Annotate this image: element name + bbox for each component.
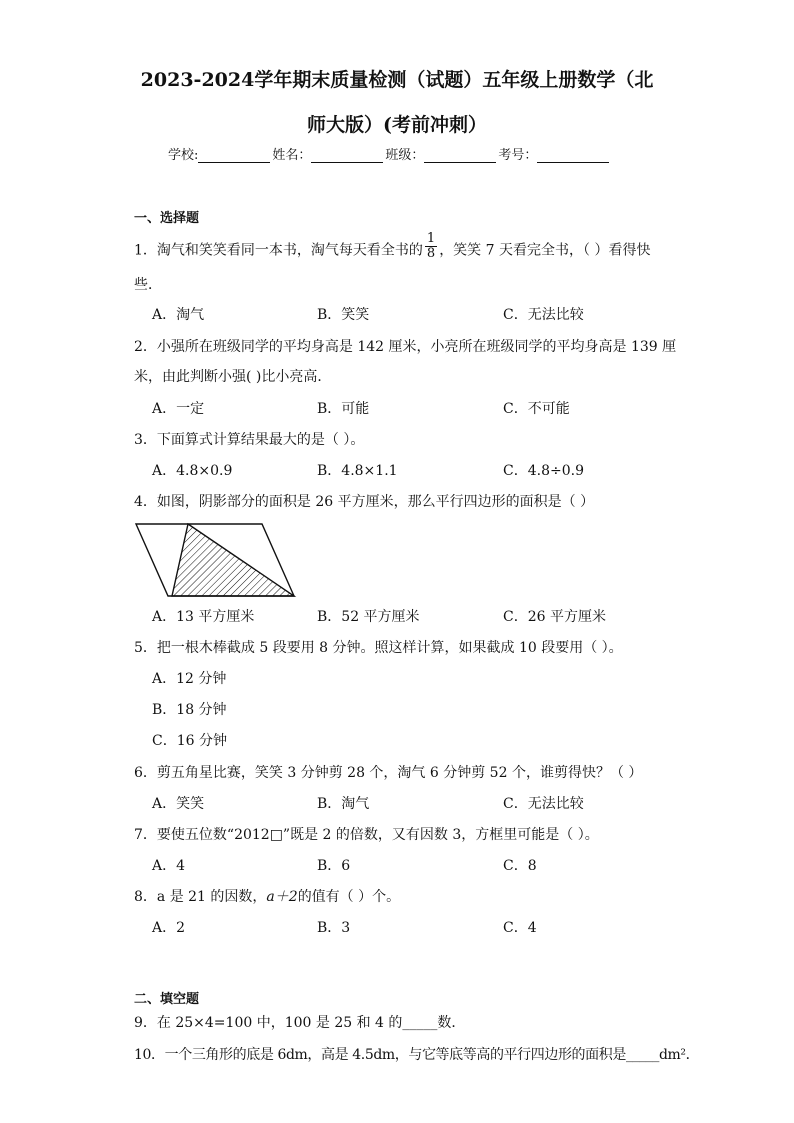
page-title-line-2: 师大版）(考前冲刺） (307, 114, 487, 136)
question-5-line-1: 5．把一根木棒截成 5 段要用 8 分钟。照这样计算，如果截成 10 段要用（ ）。 (134, 640, 623, 656)
question-8-line-1 (134, 887, 400, 907)
question-2-line-1: 2．小强所在班级同学的平均身高是 142 厘米，小亮所在班级同学的平均身高是 139 厘 (134, 339, 677, 355)
question-1-option-c[interactable]: C．无法比较 (503, 307, 584, 323)
question-4-option-c[interactable]: C．26 平方厘米 (503, 609, 606, 625)
question-1-option-a[interactable]: A．淘气 (152, 307, 205, 323)
question-8-option-b[interactable]: B．3 (317, 920, 351, 936)
question-8-text-b: 的值有（ ）个。 (297, 889, 401, 905)
fraction-denominator: 8 (426, 246, 436, 261)
question-1-option-b[interactable]: B．笑笑 (317, 307, 370, 323)
question-6-option-b[interactable]: B．淘气 (317, 796, 370, 812)
question-4-option-b[interactable]: B．52 平方厘米 (317, 609, 420, 625)
name-field[interactable] (272, 144, 385, 163)
fraction-numerator: 1 (426, 231, 436, 246)
number-field[interactable] (498, 144, 611, 163)
class-blank[interactable] (424, 147, 496, 163)
school-field[interactable] (168, 144, 272, 163)
question-1-line-2: 些． (134, 277, 162, 293)
question-5-option-a[interactable]: A．12 分钟 (152, 671, 227, 687)
question-7-option-a[interactable]: A．4 (152, 858, 186, 874)
name-blank[interactable] (311, 147, 383, 163)
question-3-option-a[interactable]: A．4.8×0.9 (152, 463, 233, 479)
question-8-expression: a＋2 (266, 889, 298, 905)
question-2-option-b[interactable]: B．可能 (317, 401, 370, 417)
question-1-line-1 (134, 231, 651, 265)
name-label: 姓名： (272, 148, 312, 163)
number-label: 考号： (498, 148, 538, 163)
section-heading-choice: 一、选择题 (134, 211, 200, 226)
class-label: 班级： (385, 148, 425, 163)
question-1-text-b: ，笑笑 7 天看完全书，（ ）看得快 (439, 242, 651, 259)
question-7-option-b[interactable]: B．6 (317, 858, 351, 874)
shaded-triangle (172, 524, 294, 596)
question-3-line-1: 3．下面算式计算结果最大的是（ ）。 (134, 432, 365, 448)
question-7-option-c[interactable]: C．8 (503, 858, 537, 874)
question-6-option-c[interactable]: C．无法比较 (503, 796, 584, 812)
page-title-line-1: 2023-2024学年期末质量检测（试题）五年级上册数学（北 (140, 69, 654, 91)
question-4-option-a[interactable]: A．13 平方厘米 (152, 609, 255, 625)
question-10-line-1: 10．一个三角形的底是 6dm，高是 4.5dm，与它等底等高的平行四边形的面积是_____dm²． (134, 1047, 700, 1063)
question-3-option-c[interactable]: C．4.8÷0.9 (503, 463, 584, 479)
school-blank[interactable] (198, 147, 270, 163)
question-2-option-a[interactable]: A．一定 (152, 401, 205, 417)
question-2-option-c[interactable]: C．不可能 (503, 401, 570, 417)
question-8-text-a: 8．a 是 21 的因数， (134, 889, 267, 905)
question-6-line-1: 6．剪五角星比赛，笑笑 3 分钟剪 28 个，淘气 6 分钟剪 52 个，谁剪得快？（ ） (134, 765, 643, 781)
question-8-option-c[interactable]: C．4 (503, 920, 537, 936)
question-4-line-1: 4．如图，阴影部分的面积是 26 平方厘米，那么平行四边形的面积是（ ） (134, 494, 595, 510)
fraction-one-eighth (425, 232, 437, 261)
question-2-line-2: 米，由此判断小强( )比小亮高． (134, 369, 332, 385)
school-label: 学校: (168, 148, 199, 163)
question-1-text-a: 1．淘气和笑笑看同一本书，淘气每天看全书的 (134, 242, 423, 259)
parallelogram-figure (134, 522, 334, 602)
section-heading-fill-in: 二、填空题 (134, 992, 200, 1007)
question-8-option-a[interactable]: A．2 (152, 920, 186, 936)
question-5-option-c[interactable]: C．16 分钟 (152, 733, 227, 749)
question-3-option-b[interactable]: B．4.8×1.1 (317, 463, 398, 479)
question-6-option-a[interactable]: A．笑笑 (152, 796, 205, 812)
number-blank[interactable] (537, 147, 609, 163)
student-info-row (168, 144, 611, 163)
question-5-option-b[interactable]: B．18 分钟 (152, 702, 227, 718)
class-field[interactable] (385, 144, 498, 163)
question-7-line-1: 7．要使五位数“2012□”既是 2 的倍数，又有因数 3，方框里可能是（ ）。 (134, 827, 599, 843)
question-9-line-1: 9．在 25×4=100 中，100 是 25 和 4 的_____数． (134, 1015, 466, 1031)
